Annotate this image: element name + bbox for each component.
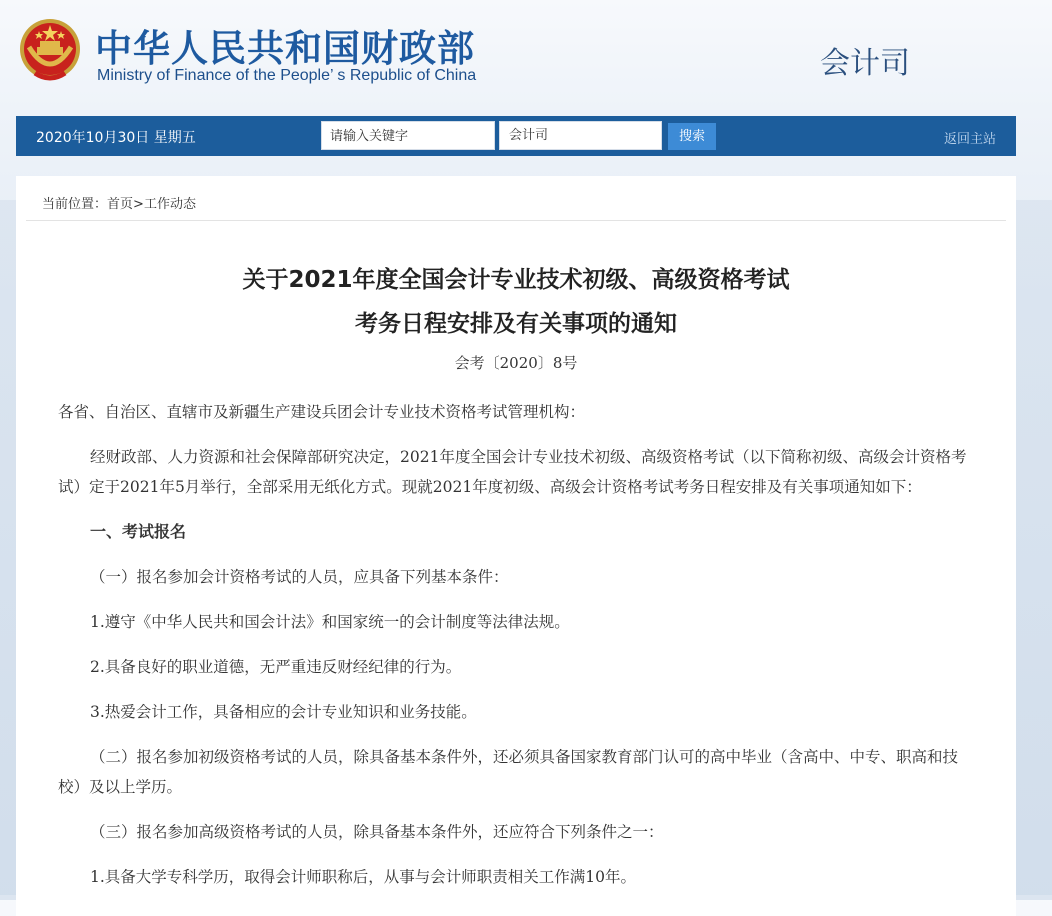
- paragraph: （一）报名参加会计资格考试的人员，应具备下列基本条件：: [90, 568, 509, 586]
- article-title-line1: 关于2021年度全国会计专业技术初级、高级资格考试: [242, 267, 790, 293]
- current-date: 2020年10月30日 星期五: [36, 130, 196, 146]
- site-subtitle: Ministry of Finance of the People’ s Republic of China: [97, 67, 477, 84]
- list-item: 1.遵守《中华人民共和国会计法》和国家统一的会计制度等法律法规。: [90, 613, 570, 631]
- breadcrumb-prefix: 当前位置：: [42, 197, 108, 212]
- site-header: [0, 0, 1052, 110]
- article-body: [58, 397, 974, 907]
- divider: [26, 220, 1006, 221]
- section-heading: 一、考试报名: [90, 522, 187, 541]
- list-item: 1.具备大学专科学历，取得会计师职称后，从事与会计师职责相关工作满10年。: [90, 868, 637, 886]
- breadcrumb-separator: >: [133, 197, 144, 212]
- intro-paragraph: 经财政部、人力资源和社会保障部研究决定，2021年度全国会计专业技术初级、高级资格考试（以下简称初级、高级会计资格考试）定于2021年5月举行，全部采用无纸化方式。现就2021年度初级、高级会计资格考试考务日程安排及有关事项通知如下：: [58, 448, 967, 496]
- background-decoration: [1016, 200, 1052, 900]
- paragraph: （二）报名参加初级资格考试的人员，除具备基本条件外，还必须具备国家教育部门认可的高中毕业（含高中、中专、职高和技校）及以上学历。: [58, 748, 959, 796]
- document-number: 会考〔2020〕8号: [454, 354, 578, 372]
- list-item: 3.热爱会计工作，具备相应的会计专业知识和业务技能。: [90, 703, 477, 721]
- paragraph: （三）报名参加高级资格考试的人员，除具备基本条件外，还应符合下列条件之一：: [90, 823, 664, 841]
- search-button[interactable]: 搜索: [668, 123, 716, 150]
- article-title-line2: 考务日程安排及有关事项的通知: [355, 311, 677, 337]
- article-title: [16, 258, 1016, 346]
- return-home-link[interactable]: 返回主站: [943, 132, 996, 147]
- top-navbar: [16, 116, 1016, 156]
- breadcrumb-home-link[interactable]: 首页: [107, 197, 134, 212]
- salutation: 各省、自治区、直辖市及新疆生产建设兵团会计专业技术资格考试管理机构：: [58, 403, 586, 421]
- search-scope-select[interactable]: 会计司: [499, 121, 662, 150]
- breadcrumb-current-link[interactable]: 工作动态: [143, 197, 196, 212]
- site-title: 中华人民共和国财政部: [95, 27, 475, 70]
- department-name: 会计司: [820, 46, 910, 81]
- national-emblem-icon: [17, 17, 83, 85]
- list-item: 2.具备良好的职业道德，无严重违反财经纪律的行为。: [90, 658, 462, 676]
- breadcrumb: [42, 193, 196, 212]
- article-container: [16, 176, 1016, 916]
- search-input[interactable]: [321, 121, 495, 150]
